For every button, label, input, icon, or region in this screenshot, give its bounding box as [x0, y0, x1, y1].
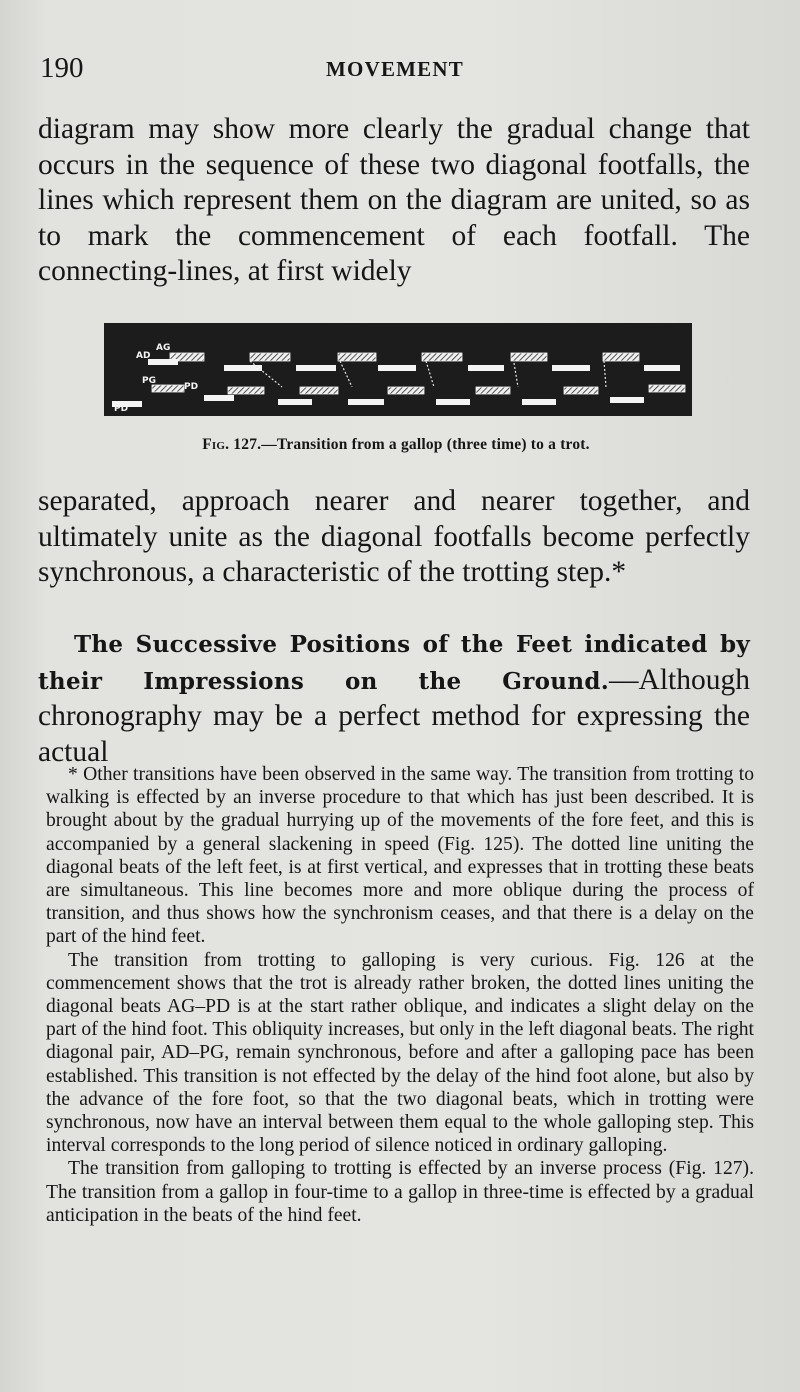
running-title: MOVEMENT [326, 57, 464, 81]
hatched-footfall-bar [388, 387, 424, 394]
plain-footfall-bar [644, 365, 680, 371]
hatched-footfall-bar [300, 387, 338, 394]
label-ag: AG [156, 343, 171, 353]
page-number: 190 [40, 52, 84, 84]
plain-footfall-bar [378, 365, 416, 371]
body-paragraph-3-text: —Although chronography may be a perfect method for expressing the actual [38, 663, 750, 768]
hatched-footfall-bar [250, 353, 290, 361]
body-paragraph-3 [38, 626, 750, 770]
section-heading: The Successive Positions of the Feet indicated by their Impressions on the Ground. [38, 631, 750, 695]
footnote-1: * Other transitions have been observed in the same way. The transition from trotting to walking is effected by an inverse procedure to that which has just been described. It is brought about by the gradual hurrying up of the movements of the fore feet, and this is accompanied by a general slackening in speed (Fig. 125). The dotted line uniting the diagonal beats of the left feet, is at first vertical, and expresses that in trotting these beats are simultaneous. This line becomes more and more oblique during the process of transition, and thus shows how the synchronism ceases, and that there is a delay on the part of the hind feet. [46, 764, 754, 948]
label-ad: AD [136, 351, 151, 361]
hatched-footfall-bar [338, 353, 376, 361]
body-paragraph-2: separated, approach nearer and nearer together, and ultimately unite as the diagonal footfalls become perfectly synchronous, a characteristic of the trotting step.* [38, 485, 750, 588]
hatched-footfall-bar [603, 353, 639, 361]
plain-footfall-bar [522, 399, 556, 405]
label-pd: PD [184, 382, 199, 392]
hatched-footfall-bar [152, 385, 184, 392]
plain-footfall-bar [436, 399, 470, 405]
gait-notation-figure [104, 323, 692, 416]
body-paragraph-1: diagram may show more clearly the gradual change that occurs in the sequence of these two diagonal footfalls, the lines which represent them on the diagram are united, so as to mark the commencement of each footfall. The connecting-lines, at first widely [38, 113, 750, 287]
figure-caption [40, 436, 752, 454]
plain-footfall-bar [278, 399, 312, 405]
plain-footfall-bar [610, 397, 644, 403]
hatched-footfall-bar [564, 387, 598, 394]
plain-footfall-bar [224, 365, 262, 371]
figure-caption-label: Fig. 127. [202, 436, 262, 453]
footnotes [46, 763, 754, 1227]
plain-footfall-bar [148, 359, 178, 365]
gait-notation-diagram [104, 323, 692, 416]
plain-footfall-bar [348, 399, 384, 405]
hatched-footfall-bar [476, 387, 510, 394]
footnote-3: The transition from galloping to trotting is effected by an inverse process (Fig. 127). The transition from a gallop in four-time to a gallop in three-time is effected by a gradual anticipation in the beats of the hind feet. [46, 1158, 754, 1226]
label-pd-lower: PD [114, 404, 129, 414]
hatched-footfall-bar [511, 353, 547, 361]
hatched-footfall-bar [422, 353, 462, 361]
plain-footfall-bar [552, 365, 590, 371]
plain-footfall-bar [468, 365, 504, 371]
hatched-footfall-bar [649, 385, 685, 392]
figure-caption-text: —Transition from a gallop (three time) to a trot. [261, 436, 590, 453]
page-header [40, 52, 750, 88]
plain-footfall-bar [296, 365, 336, 371]
plain-footfall-bar [204, 395, 234, 401]
footnote-2: The transition from trotting to galloping is very curious. Fig. 126 at the commencement shows that the trot is already rather broken, the dotted lines uniting the diagonal beats AG–PD is at the start rather oblique, and indicates a slight delay on the part of the hind foot. This obliquity increases, but only in the left diagonal beats. The right diagonal pair, AD–PG, remain synchronous, before and after a galloping pace has been established. This transition is not effected by the delay of the hind foot alone, but also by the advance of the fore foot, so that the two diagonal beats, which in trotting were synchronous, now have an interval between them equal to the whole galloping step. This interval corresponds to the long period of silence noticed in ordinary galloping. [46, 949, 754, 1157]
label-pg: PG [142, 376, 156, 386]
hatched-footfall-bar [228, 387, 264, 394]
